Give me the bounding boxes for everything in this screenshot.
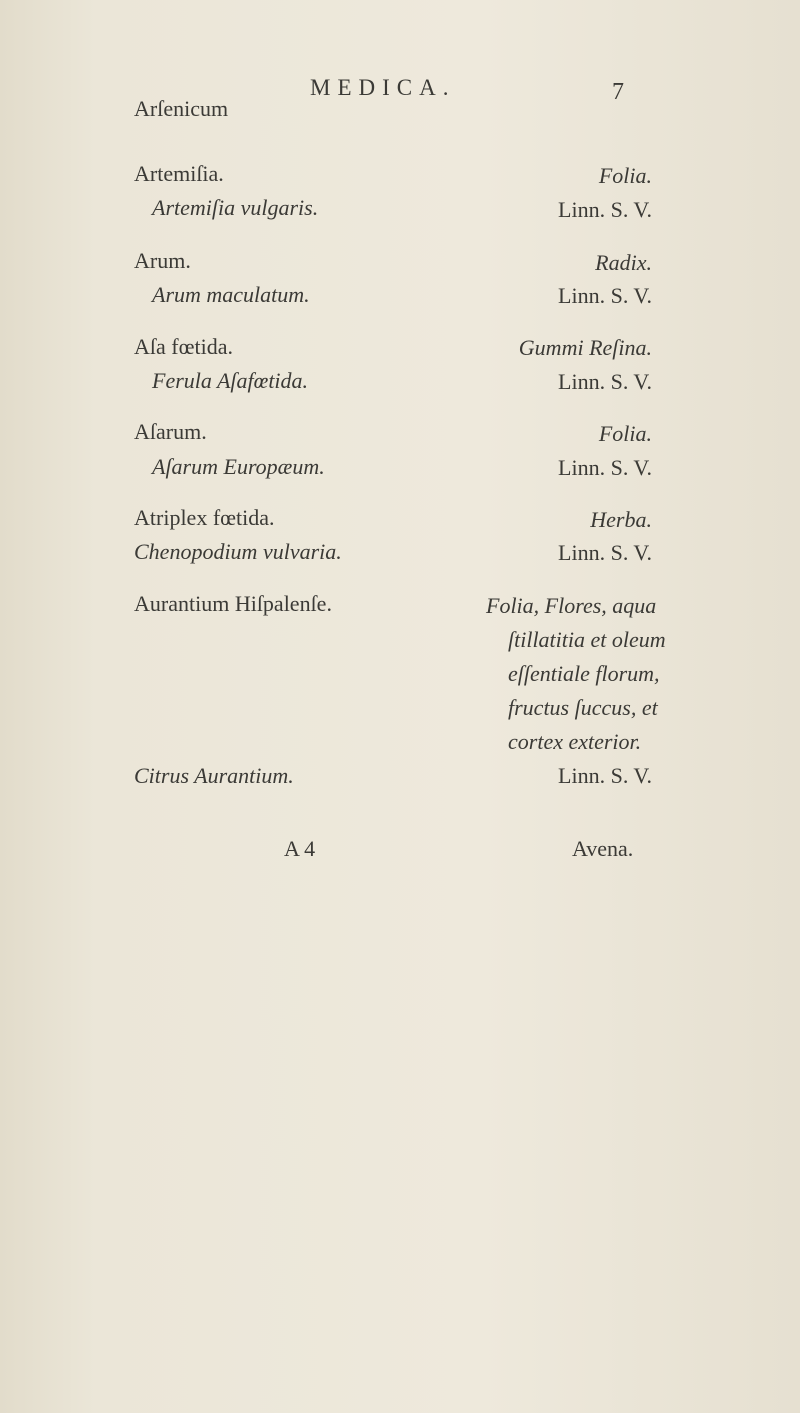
entry-species: Arum maculatum.: [152, 282, 310, 307]
entry-part: Folia.: [598, 163, 652, 188]
entry-name: Atriplex fœtida.: [134, 505, 275, 530]
entry-part-line: eſſentiale florum,: [508, 661, 660, 686]
signature-mark: A 4: [284, 836, 316, 861]
entry-name: Arum.: [134, 248, 191, 273]
entry-part-line: cortex exterior.: [508, 729, 642, 754]
entry-species: Ferula Aſafœtida.: [152, 368, 309, 393]
entry-ref: Linn. S. V.: [558, 369, 652, 394]
entry-species: Aſarum Europæum.: [152, 454, 325, 479]
entry-species: Citrus Aurantium.: [134, 763, 294, 788]
entry-part-line: fructus ſuccus, et: [508, 695, 658, 720]
entry-ref: Linn. S. V.: [558, 763, 652, 788]
entry-part-line: Folia, Flores, aqua: [486, 593, 657, 618]
entry-name: Aſa fœtida.: [134, 334, 233, 359]
entry-name: Aſarum.: [134, 419, 207, 444]
running-head: MEDICA.: [310, 75, 456, 100]
entry-ref: Linn. S. V.: [558, 540, 652, 565]
entry-name: Aurantium Hiſpalenſe.: [134, 591, 332, 616]
entry-part: Radix.: [595, 250, 652, 275]
entry-ref: Linn. S. V.: [558, 283, 652, 308]
entry-part: Gummi Reſina.: [518, 335, 652, 360]
entry-part: Herba.: [590, 507, 652, 532]
catchword: Avena.: [572, 836, 634, 861]
entry-part-line: ſtillatitia et oleum: [508, 627, 666, 652]
entry-name: Artemiſia.: [134, 161, 224, 186]
page-number: 7: [612, 79, 624, 105]
entry-name: Arſenicum: [134, 96, 229, 121]
entry-species: Artemiſia vulgaris.: [152, 195, 319, 220]
entry-part: Folia.: [598, 421, 652, 446]
entry-ref: Linn. S. V.: [558, 455, 652, 480]
entry-ref: Linn. S. V.: [558, 197, 652, 222]
entry-species: Chenopodium vulvaria.: [134, 539, 342, 564]
